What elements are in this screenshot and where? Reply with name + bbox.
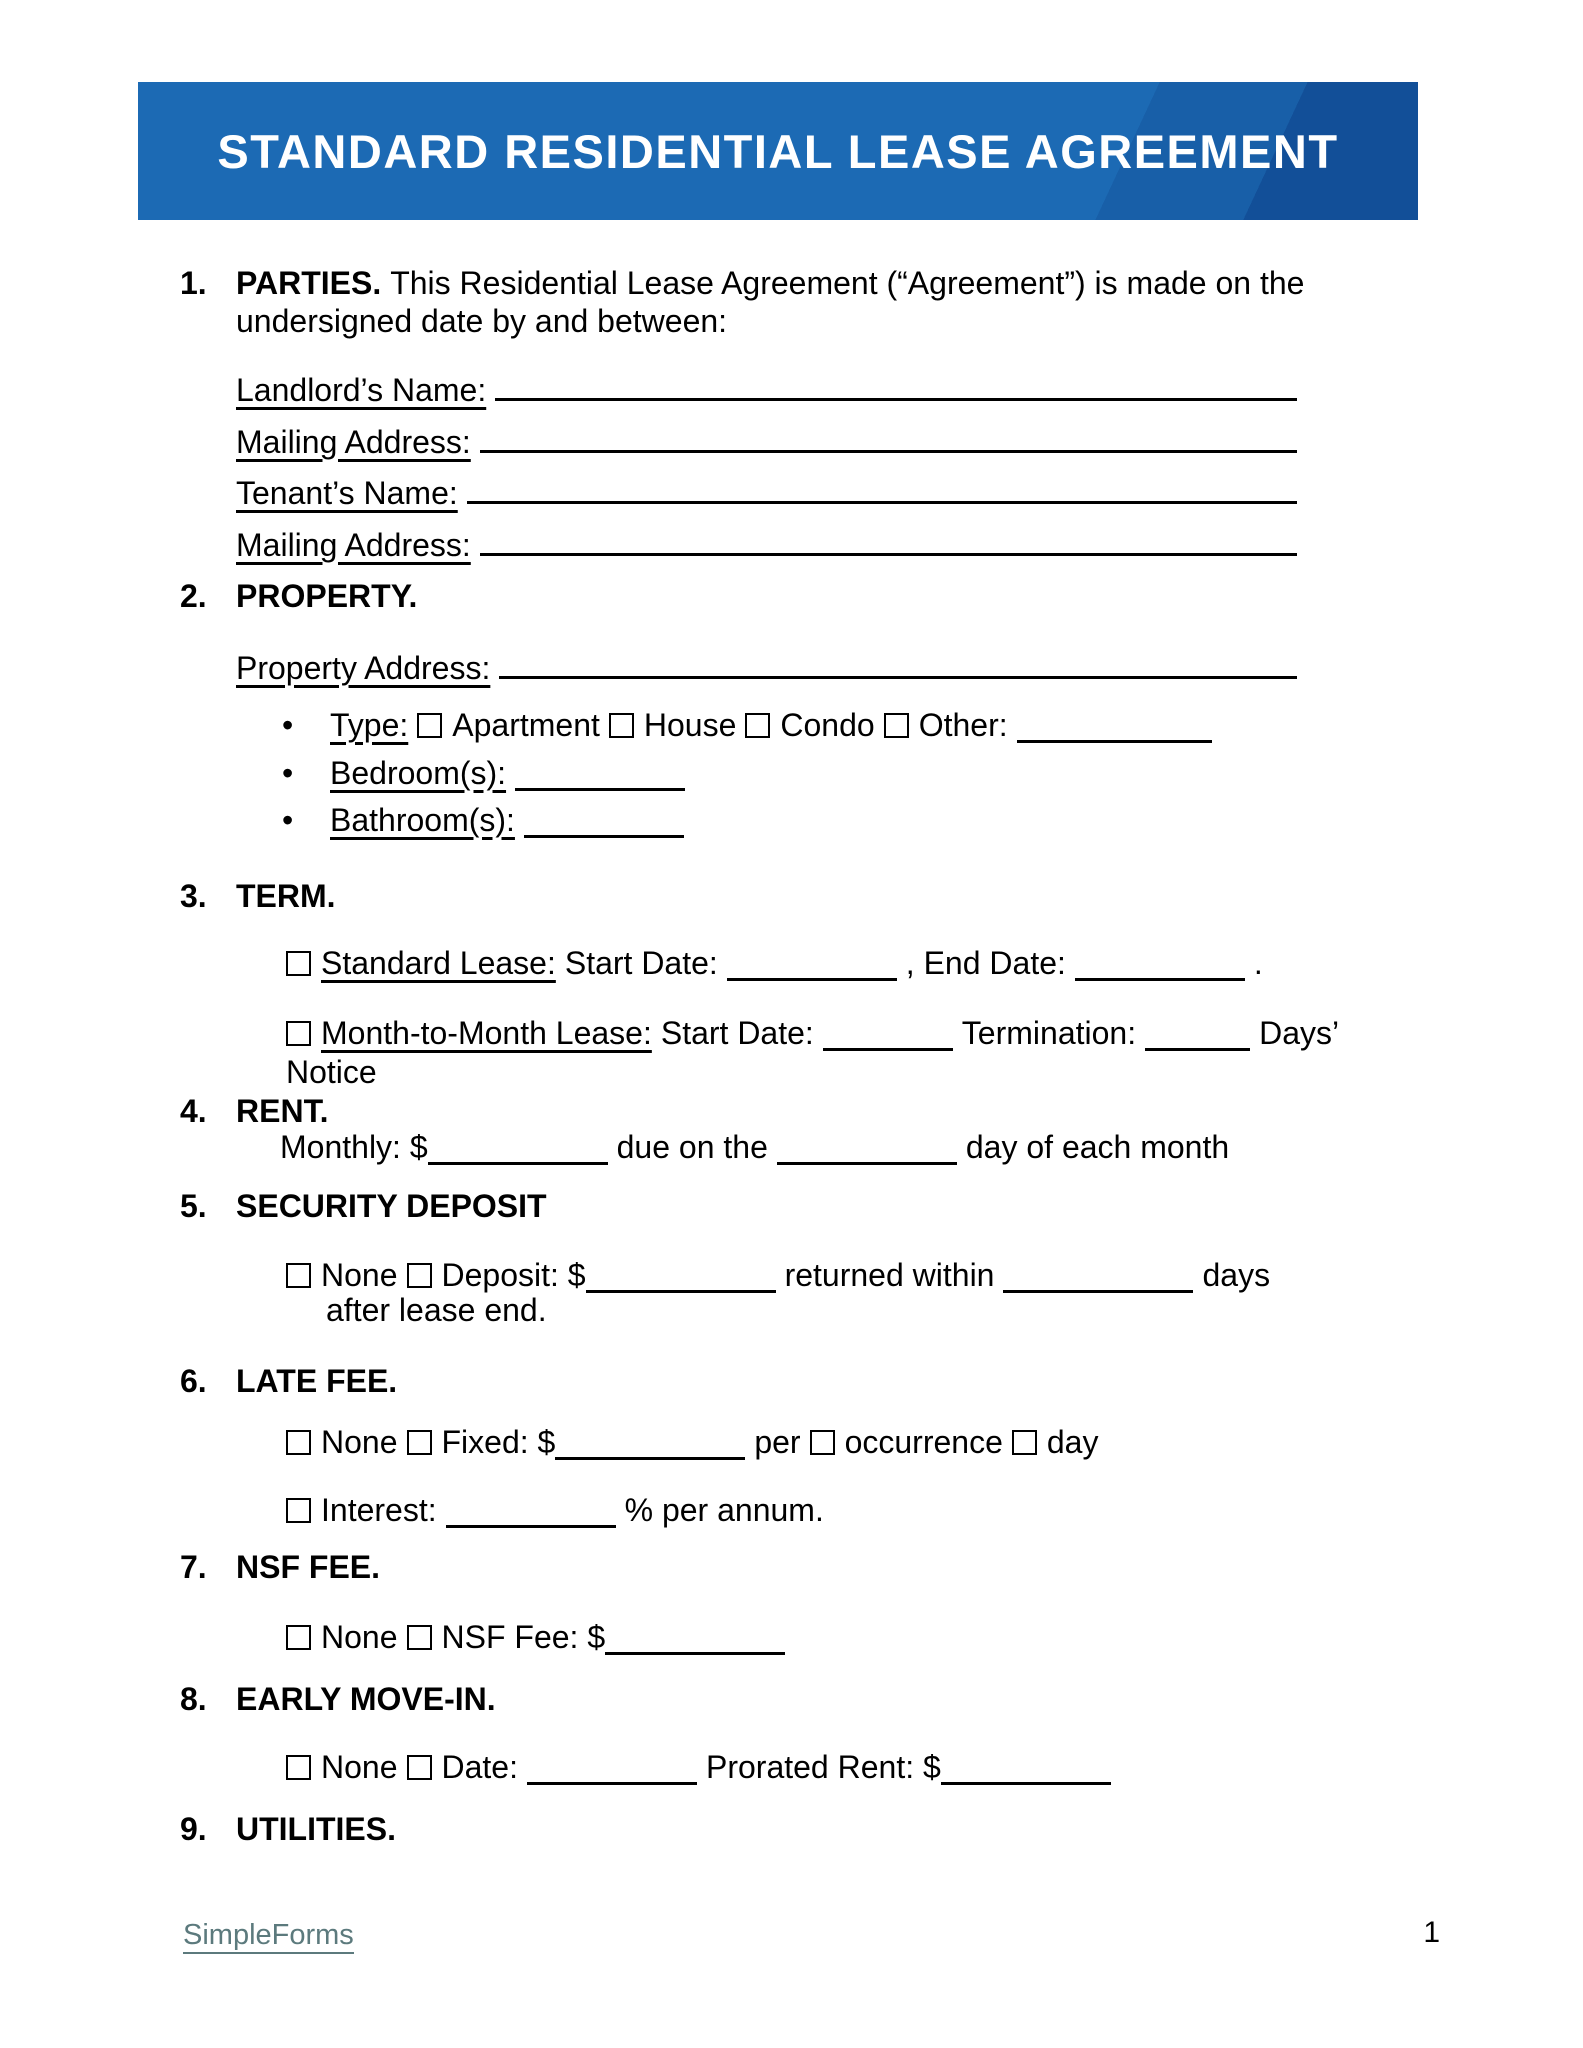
early-none-checkbox[interactable] (286, 1755, 311, 1780)
bedrooms-row (282, 754, 694, 792)
page-number: 1 (1423, 1916, 1440, 1949)
property-address-blank[interactable] (499, 644, 1297, 679)
bedrooms-blank[interactable] (515, 756, 685, 791)
fixed-amount-label: Fixed: $ (441, 1424, 556, 1460)
landlord-mailing-address-blank[interactable] (480, 418, 1297, 453)
standard-lease-label: Standard Lease: (321, 945, 556, 981)
section-parties-intro (180, 264, 1304, 302)
section-rent-heading (180, 1093, 328, 1130)
property-address-label: Property Address: (236, 650, 491, 686)
interest-label: Interest: (321, 1492, 437, 1528)
early-date-label: Date: (441, 1749, 518, 1785)
m2m-days-suffix: Days’ (1259, 1015, 1340, 1051)
deposit-days-label: days (1202, 1257, 1271, 1293)
tenant-mailing-address-row (236, 521, 1297, 564)
tenant-mailing-address-label: Mailing Address: (236, 527, 471, 563)
due-day-blank[interactable] (777, 1130, 957, 1165)
interest-rate-blank[interactable] (446, 1493, 616, 1528)
security-deposit-row (286, 1256, 1270, 1294)
page-title: STANDARD RESIDENTIAL LEASE AGREEMENT (217, 124, 1339, 178)
per-day-checkbox[interactable] (1012, 1430, 1037, 1455)
landlord-name-label: Landlord’s Name: (236, 372, 487, 408)
landlord-mailing-address-label: Mailing Address: (236, 424, 471, 460)
section-number: 7. (180, 1549, 207, 1585)
late-fee-fixed-row (286, 1423, 1098, 1461)
month-to-month-label: Month-to-Month Lease: (321, 1015, 652, 1051)
section-number: 1. (180, 265, 207, 301)
section-early-move-in-heading (180, 1681, 496, 1718)
late-fee-none-label: None (321, 1424, 398, 1460)
simpleforms-link[interactable]: SimpleForms (183, 1919, 354, 1954)
notice-label: Notice (286, 1054, 377, 1090)
deposit-amount-label: Deposit: $ (441, 1257, 586, 1293)
due-on-label: due on the (616, 1129, 768, 1165)
returned-days-blank[interactable] (1003, 1258, 1193, 1293)
section-number: 9. (180, 1811, 207, 1847)
standard-end-date-label: , End Date: (905, 945, 1066, 981)
early-move-in-row (286, 1748, 1120, 1786)
section-number: 2. (180, 578, 207, 614)
landlord-name-blank[interactable] (495, 366, 1297, 401)
standard-end-date-blank[interactable] (1075, 946, 1245, 981)
section-number: 8. (180, 1681, 207, 1717)
nsf-none-label: None (321, 1619, 398, 1655)
late-fee-heading-text: LATE FEE. (236, 1363, 398, 1399)
bathrooms-blank[interactable] (524, 803, 684, 838)
notice-row (286, 1053, 377, 1091)
late-fee-none-checkbox[interactable] (286, 1430, 311, 1455)
section-term-heading (180, 878, 336, 915)
late-fee-interest-row (286, 1491, 824, 1529)
day-of-month-label: day of each month (965, 1129, 1230, 1165)
house-checkbox[interactable] (609, 713, 634, 738)
bullet-icon: • (282, 707, 294, 743)
nsf-fee-row (286, 1618, 794, 1656)
nsf-none-checkbox[interactable] (286, 1625, 311, 1650)
tenant-mailing-address-blank[interactable] (480, 521, 1297, 556)
section-number: 5. (180, 1188, 207, 1224)
nsf-fee-blank[interactable] (605, 1620, 785, 1655)
other-label: Other: (918, 707, 1008, 743)
property-heading-text: PROPERTY. (236, 578, 418, 614)
standard-lease-checkbox[interactable] (286, 951, 311, 976)
standard-lease-period: . (1253, 945, 1263, 981)
landlord-mailing-address-row (236, 418, 1297, 461)
monthly-rent-label: Monthly: $ (280, 1129, 428, 1165)
section-utilities-heading (180, 1811, 396, 1848)
type-label: Type: (330, 707, 409, 743)
per-annum-label: % per annum. (624, 1492, 824, 1528)
term-heading-text: TERM. (236, 878, 336, 914)
late-fee-fixed-checkbox[interactable] (407, 1430, 432, 1455)
other-checkbox[interactable] (884, 713, 909, 738)
occurrence-label: occurrence (844, 1424, 1003, 1460)
apartment-checkbox[interactable] (417, 713, 442, 738)
security-deposit-heading-text: SECURITY DEPOSIT (236, 1188, 547, 1224)
utilities-heading-text: UTILITIES. (236, 1811, 396, 1847)
early-none-label: None (321, 1749, 398, 1785)
section-nsf-fee-heading (180, 1549, 380, 1586)
prorated-rent-blank[interactable] (941, 1750, 1111, 1785)
nsf-fee-label: NSF Fee: $ (441, 1619, 606, 1655)
bullet-icon: • (282, 755, 294, 791)
parties-body-line1: This Residential Lease Agreement (“Agreement”) is made on the (390, 265, 1305, 301)
bathrooms-label: Bathroom(s): (330, 802, 515, 838)
interest-checkbox[interactable] (286, 1498, 311, 1523)
early-move-in-heading-text: EARLY MOVE-IN. (236, 1681, 496, 1717)
after-lease-end-label: after lease end. (326, 1292, 547, 1328)
rent-heading-text: RENT. (236, 1093, 329, 1129)
occurrence-checkbox[interactable] (810, 1430, 835, 1455)
per-label: per (754, 1424, 801, 1460)
early-date-checkbox[interactable] (407, 1755, 432, 1780)
month-to-month-row (286, 1014, 1339, 1052)
m2m-start-date-blank[interactable] (823, 1016, 953, 1051)
condo-option-label: Condo (780, 707, 875, 743)
tenant-name-label: Tenant’s Name: (236, 475, 458, 511)
parties-body-line2-row (236, 302, 727, 340)
bathrooms-row (282, 801, 693, 839)
other-type-blank[interactable] (1017, 708, 1212, 743)
property-type-row (282, 706, 1221, 744)
section-property-heading (180, 578, 417, 615)
month-to-month-checkbox[interactable] (286, 1021, 311, 1046)
m2m-termination-label: Termination: (961, 1015, 1137, 1051)
landlord-name-row (236, 366, 1297, 409)
section-number: 6. (180, 1363, 207, 1399)
standard-start-date-blank[interactable] (727, 946, 897, 981)
per-day-label: day (1046, 1424, 1099, 1460)
parties-body-line2: undersigned date by and between: (236, 303, 728, 339)
returned-within-label: returned within (784, 1257, 995, 1293)
section-number: 3. (180, 878, 207, 914)
standard-lease-row (286, 944, 1263, 982)
title-banner (138, 82, 1418, 220)
m2m-start-date-label: Start Date: (660, 1015, 814, 1051)
monthly-rent-blank[interactable] (428, 1130, 608, 1165)
monthly-rent-row (280, 1128, 1229, 1166)
nsf-fee-heading-text: NSF FEE. (236, 1549, 381, 1585)
bedrooms-label: Bedroom(s): (330, 755, 507, 791)
deposit-none-label: None (321, 1257, 398, 1293)
condo-checkbox[interactable] (745, 713, 770, 738)
bullet-icon: • (282, 802, 294, 838)
apartment-option-label: Apartment (452, 707, 600, 743)
nsf-fee-checkbox[interactable] (407, 1625, 432, 1650)
section-late-fee-heading (180, 1363, 397, 1400)
prorated-rent-label: Prorated Rent: $ (705, 1749, 941, 1785)
section-number: 4. (180, 1093, 207, 1129)
section-security-deposit-heading (180, 1188, 547, 1225)
early-date-blank[interactable] (527, 1750, 697, 1785)
deposit-none-checkbox[interactable] (286, 1263, 311, 1288)
section-parties-heading: PARTIES. (236, 265, 382, 301)
tenant-name-row (236, 469, 1297, 512)
tenant-name-blank[interactable] (467, 469, 1297, 504)
house-option-label: House (643, 707, 737, 743)
standard-start-date-label: Start Date: (564, 945, 718, 981)
m2m-termination-blank[interactable] (1145, 1016, 1250, 1051)
fixed-amount-blank[interactable] (555, 1425, 745, 1460)
deposit-checkbox[interactable] (407, 1263, 432, 1288)
deposit-amount-blank[interactable] (586, 1258, 776, 1293)
property-address-row (236, 644, 1297, 687)
after-lease-end-row (326, 1291, 547, 1329)
